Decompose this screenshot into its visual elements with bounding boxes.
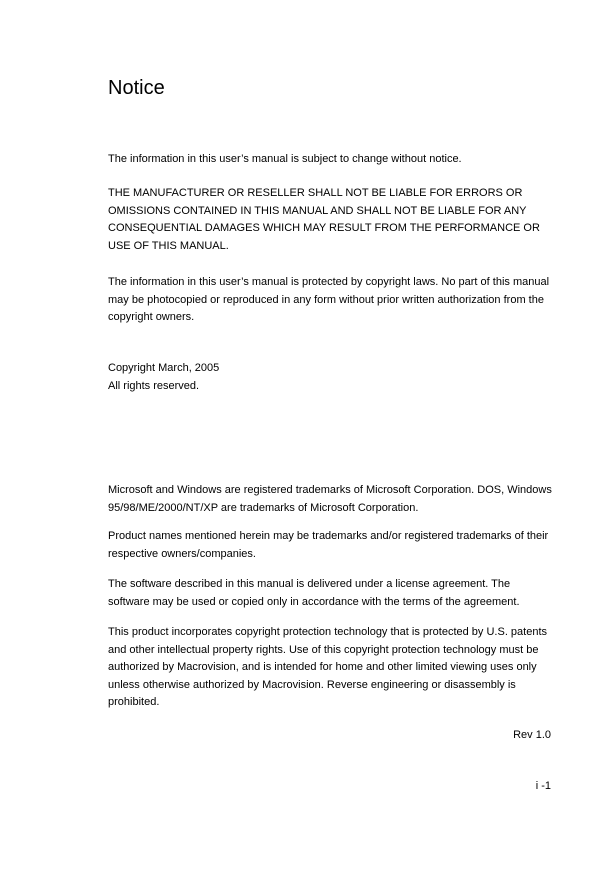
copyright-date-line: Copyright March, 2005 bbox=[108, 362, 220, 374]
macrovision-paragraph: This product incorporates copyright protection technology that is protected by U.S. patents and other intellectual property rights. Use of this copyright protection technology must be authorized by Macrovision, and is intended for home and other limited viewing uses only unless otherwise authorized by Macrovision. Reverse engineering or disassembly is prohibited. bbox=[108, 626, 548, 708]
software-license-paragraph: The software described in this manual is delivered under a license agreement. The software may be used or copied only in accordance with the terms of the agreement. bbox=[108, 578, 520, 608]
trademark-microsoft-paragraph: Microsoft and Windows are registered trademarks of Microsoft Corporation. DOS, Windows 95/98/ME/2000/NT/XP are trademarks of Microsoft Corporation. bbox=[108, 484, 552, 514]
revision-label: Rev 1.0 bbox=[513, 729, 551, 741]
liability-disclaimer-paragraph: THE MANUFACTURER OR RESELLER SHALL NOT BE LIABLE FOR ERRORS OR OMISSIONS CONTAINED IN THIS MANUAL AND SHALL NOT BE LIABLE FOR ANY CONSEQUENTIAL DAMAGES WHICH MAY RESULT FROM THE PERFORMANCE OR USE OF THIS MANUAL. bbox=[108, 187, 540, 252]
all-rights-reserved-line: All rights reserved. bbox=[108, 380, 200, 392]
page-number: i -1 bbox=[535, 780, 551, 792]
trademark-product-names-paragraph: Product names mentioned herein may be trademarks and/or registered trademarks of their respective owners/companies. bbox=[108, 530, 549, 560]
copyright-protection-paragraph: The information in this user’s manual is protected by copyright laws. No part of this manual may be photocopied or reproduced in any form without prior written authorization from the copyright owners. bbox=[108, 276, 550, 323]
page-title: Notice bbox=[108, 77, 165, 99]
notice-paragraph-change: The information in this user’s manual is subject to change without notice. bbox=[108, 153, 462, 165]
